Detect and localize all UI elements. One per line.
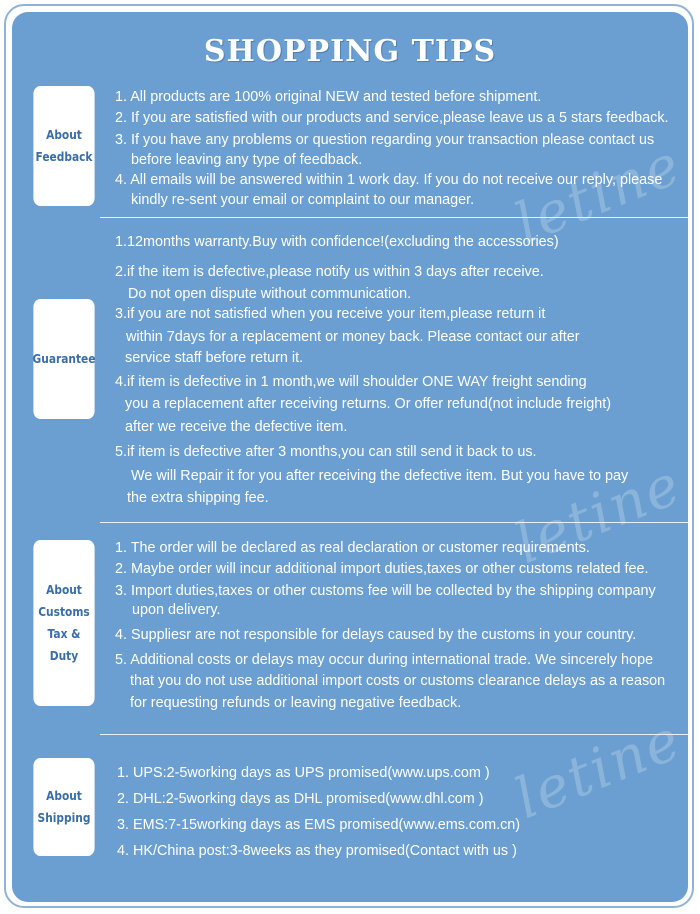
section-label-line: Customs: [38, 604, 90, 619]
tip-line: 2.if the item is defective,please notify us within 3 days after receive.: [115, 264, 544, 280]
watermark: letine: [506, 707, 691, 832]
section-divider: [100, 217, 688, 218]
tip-line: after we receive the defective item.: [125, 419, 348, 435]
tip-line: 3. EMS:7-15working days as EMS promised(www.ems.com.cn): [117, 817, 521, 833]
tip-line: that you do not use additional import costs or customs clearance delays as a reason: [130, 673, 666, 689]
section-label-line: About: [46, 788, 82, 803]
tip-line: 5. Additional costs or delays may occur during international trade. We sincerely hope: [115, 652, 654, 668]
tip-line: for requesting refunds or leaving negative feedback.: [130, 695, 462, 711]
tip-line: 1. The order will be declared as real declaration or customer requirements.: [115, 540, 590, 556]
tip-line: We will Repair it for you after receiving the defective item. But you have to pay: [131, 468, 629, 484]
tip-line: 4. HK/China post:3-8weeks as they promised(Contact with us ): [117, 843, 517, 859]
tip-line: 3. Import duties,taxes or other customs fee will be collected by the shipping company: [115, 583, 656, 599]
tip-line: the extra shipping fee.: [127, 490, 269, 506]
section-label-guarantee: [33, 299, 94, 419]
section-label-customs: [33, 540, 94, 706]
tip-line: 4.if item is defective in 1 month,we will shoulder ONE WAY freight sending: [115, 374, 587, 390]
section-label-line: About: [46, 127, 82, 142]
tips-panel: [12, 12, 691, 902]
tip-line: Do not open dispute without communication.: [128, 286, 412, 302]
tip-line: 3.if you are not satisfied when you receive your item,please return it: [115, 306, 546, 322]
section-label-line: Shipping: [37, 810, 91, 825]
page-title: SHOPPING TIPS: [203, 34, 497, 69]
tip-line: 4. Suppliesr are not responsible for delays caused by the customs in your country.: [115, 627, 637, 643]
tip-line: kindly re-sent your email or complaint to our manager.: [131, 192, 475, 208]
watermark: letine: [506, 452, 691, 577]
section-divider: [100, 734, 688, 735]
tip-line: 1.12months warranty.Buy with confidence!(excluding the accessories): [115, 234, 559, 250]
tip-line: 4. All emails will be answered within 1 work day. If you do not receive our reply, please: [115, 172, 663, 188]
tip-line: within 7days for a replacement or money back. Please contact our after: [126, 329, 580, 345]
watermark: letine: [506, 132, 691, 257]
section-label-line: Feedback: [35, 149, 93, 164]
tip-line: before leaving any type of feedback.: [131, 152, 363, 168]
section-label-feedback: [33, 86, 94, 206]
section-divider: [100, 522, 688, 523]
tip-line: 5.if item is defective after 3 months,you can still send it back to us.: [115, 444, 537, 460]
tip-line: 2. DHL:2-5working days as DHL promised(www.dhl.com ): [117, 791, 484, 807]
tip-line: you a replacement after receiving returns. Or offer refund(not include freight): [125, 396, 612, 412]
tip-line: upon delivery.: [132, 602, 221, 618]
tip-line: 3. If you have any problems or question regarding your transaction please contact us: [115, 132, 655, 148]
tip-line: 1. All products are 100% original NEW and tested before shipment.: [115, 89, 542, 105]
tip-line: 2. Maybe order will incur additional import duties,taxes or other customs related fee.: [115, 561, 649, 577]
section-label-line: Guarantee: [32, 351, 96, 366]
tip-line: 1. UPS:2-5working days as UPS promised(www.ups.com ): [117, 765, 490, 781]
tip-line: service staff before return it.: [125, 350, 304, 366]
tip-line: 2. If you are satisfied with our products and service,please leave us a 5 stars feedback.: [115, 110, 669, 126]
section-label-line: Tax & Duty: [47, 626, 81, 663]
section-label-line: About: [46, 582, 82, 597]
section-label-shipping: [33, 758, 94, 856]
